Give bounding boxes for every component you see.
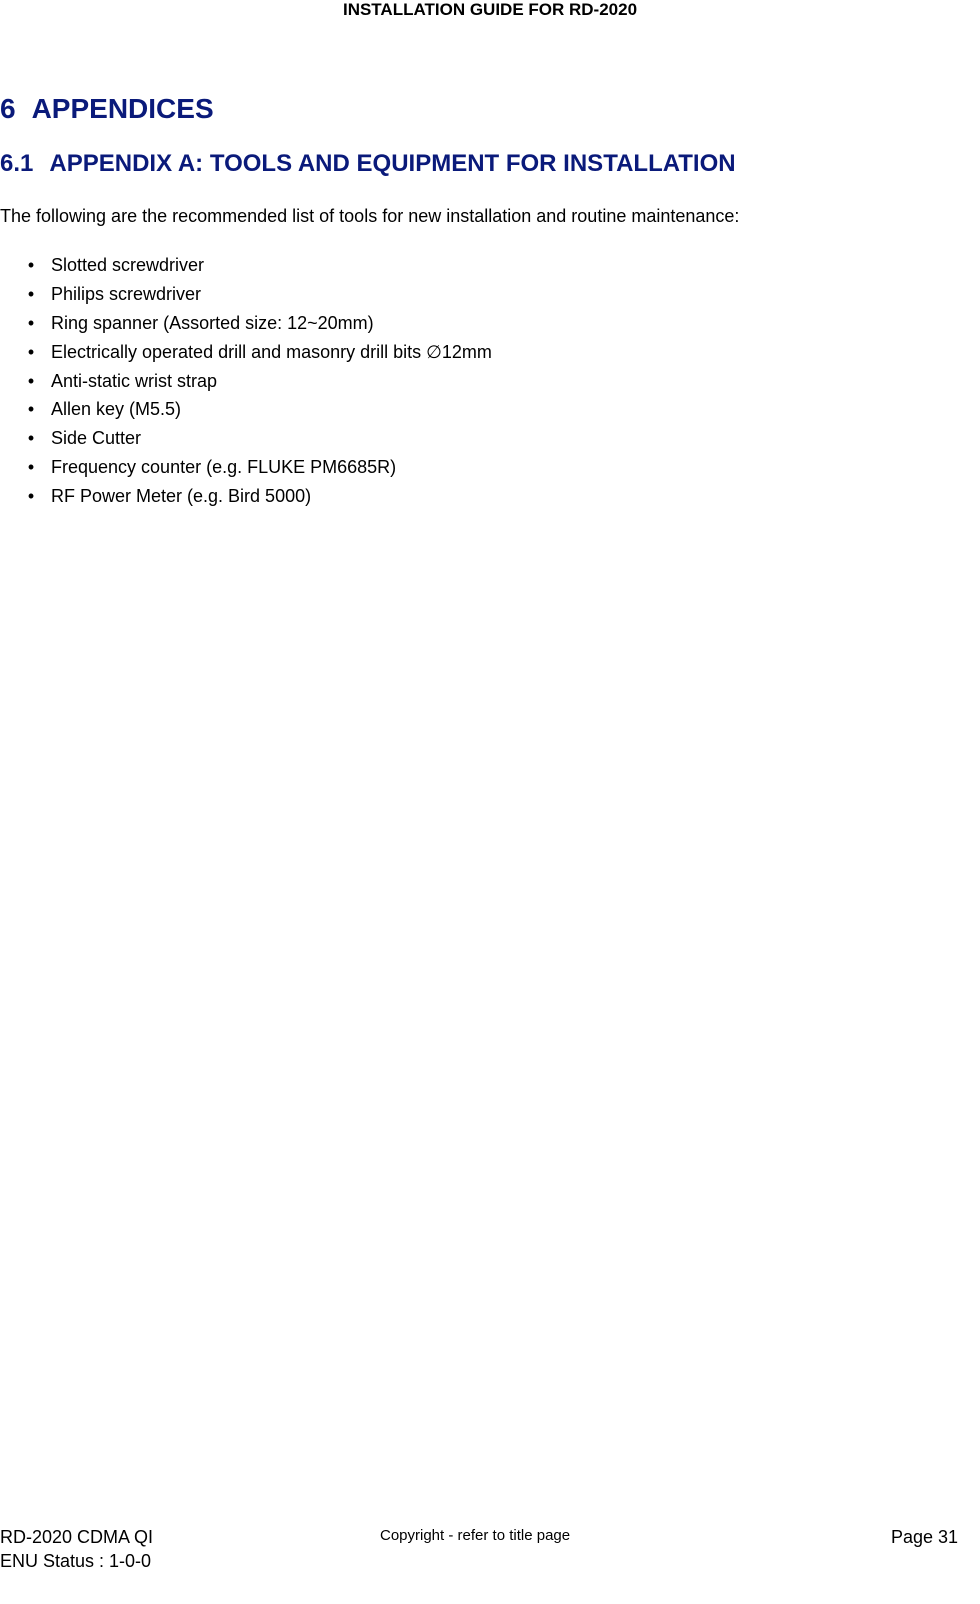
list-item-text: Ring spanner (Assorted size: 12~20mm): [51, 312, 374, 333]
section-heading: [0, 149, 736, 179]
footer-status: ENU Status : 1-0-0: [0, 1551, 152, 1571]
list-item-text: Philips screwdriver: [51, 283, 202, 304]
section-number: 6.1: [0, 150, 34, 177]
bullet-icon: •: [27, 341, 35, 362]
list-item-text: Side Cutter: [51, 428, 142, 449]
bullet-icon: •: [27, 283, 35, 304]
list-item-text: Electrically operated drill and masonry drill bits ∅12mm: [51, 341, 492, 362]
bullet-icon: •: [27, 428, 35, 449]
footer-document-id: RD-2020 CDMA QI: [0, 1527, 154, 1547]
bullet-icon: •: [27, 457, 35, 478]
intro-paragraph: The following are the recommended list of tools for new installation and routine maintenance:: [0, 206, 740, 226]
bullet-icon: •: [27, 399, 35, 420]
bullet-icon: •: [27, 370, 35, 391]
bullet-icon: •: [27, 255, 35, 275]
footer-copyright: Copyright - refer to title page: [380, 1527, 571, 1544]
bullet-icon: •: [27, 312, 35, 333]
chapter-title: APPENDICES: [31, 93, 214, 124]
footer-page-number: Page 31: [890, 1527, 958, 1547]
list-item-text: Frequency counter (e.g. FLUKE PM6685R): [51, 457, 397, 478]
list-item-text: Slotted screwdriver: [51, 255, 205, 275]
running-header: INSTALLATION GUIDE FOR RD-2020: [342, 0, 638, 19]
list-item-text: Allen key (M5.5): [51, 399, 182, 420]
list-item-text: RF Power Meter (e.g. Bird 5000): [51, 486, 312, 507]
chapter-number: 6: [0, 93, 16, 124]
bullet-icon: •: [27, 486, 35, 507]
list-item-text: Anti-static wrist strap: [51, 370, 218, 391]
chapter-heading: [0, 92, 214, 126]
section-title: APPENDIX A: TOOLS AND EQUIPMENT FOR INSTALLATION: [49, 150, 736, 177]
